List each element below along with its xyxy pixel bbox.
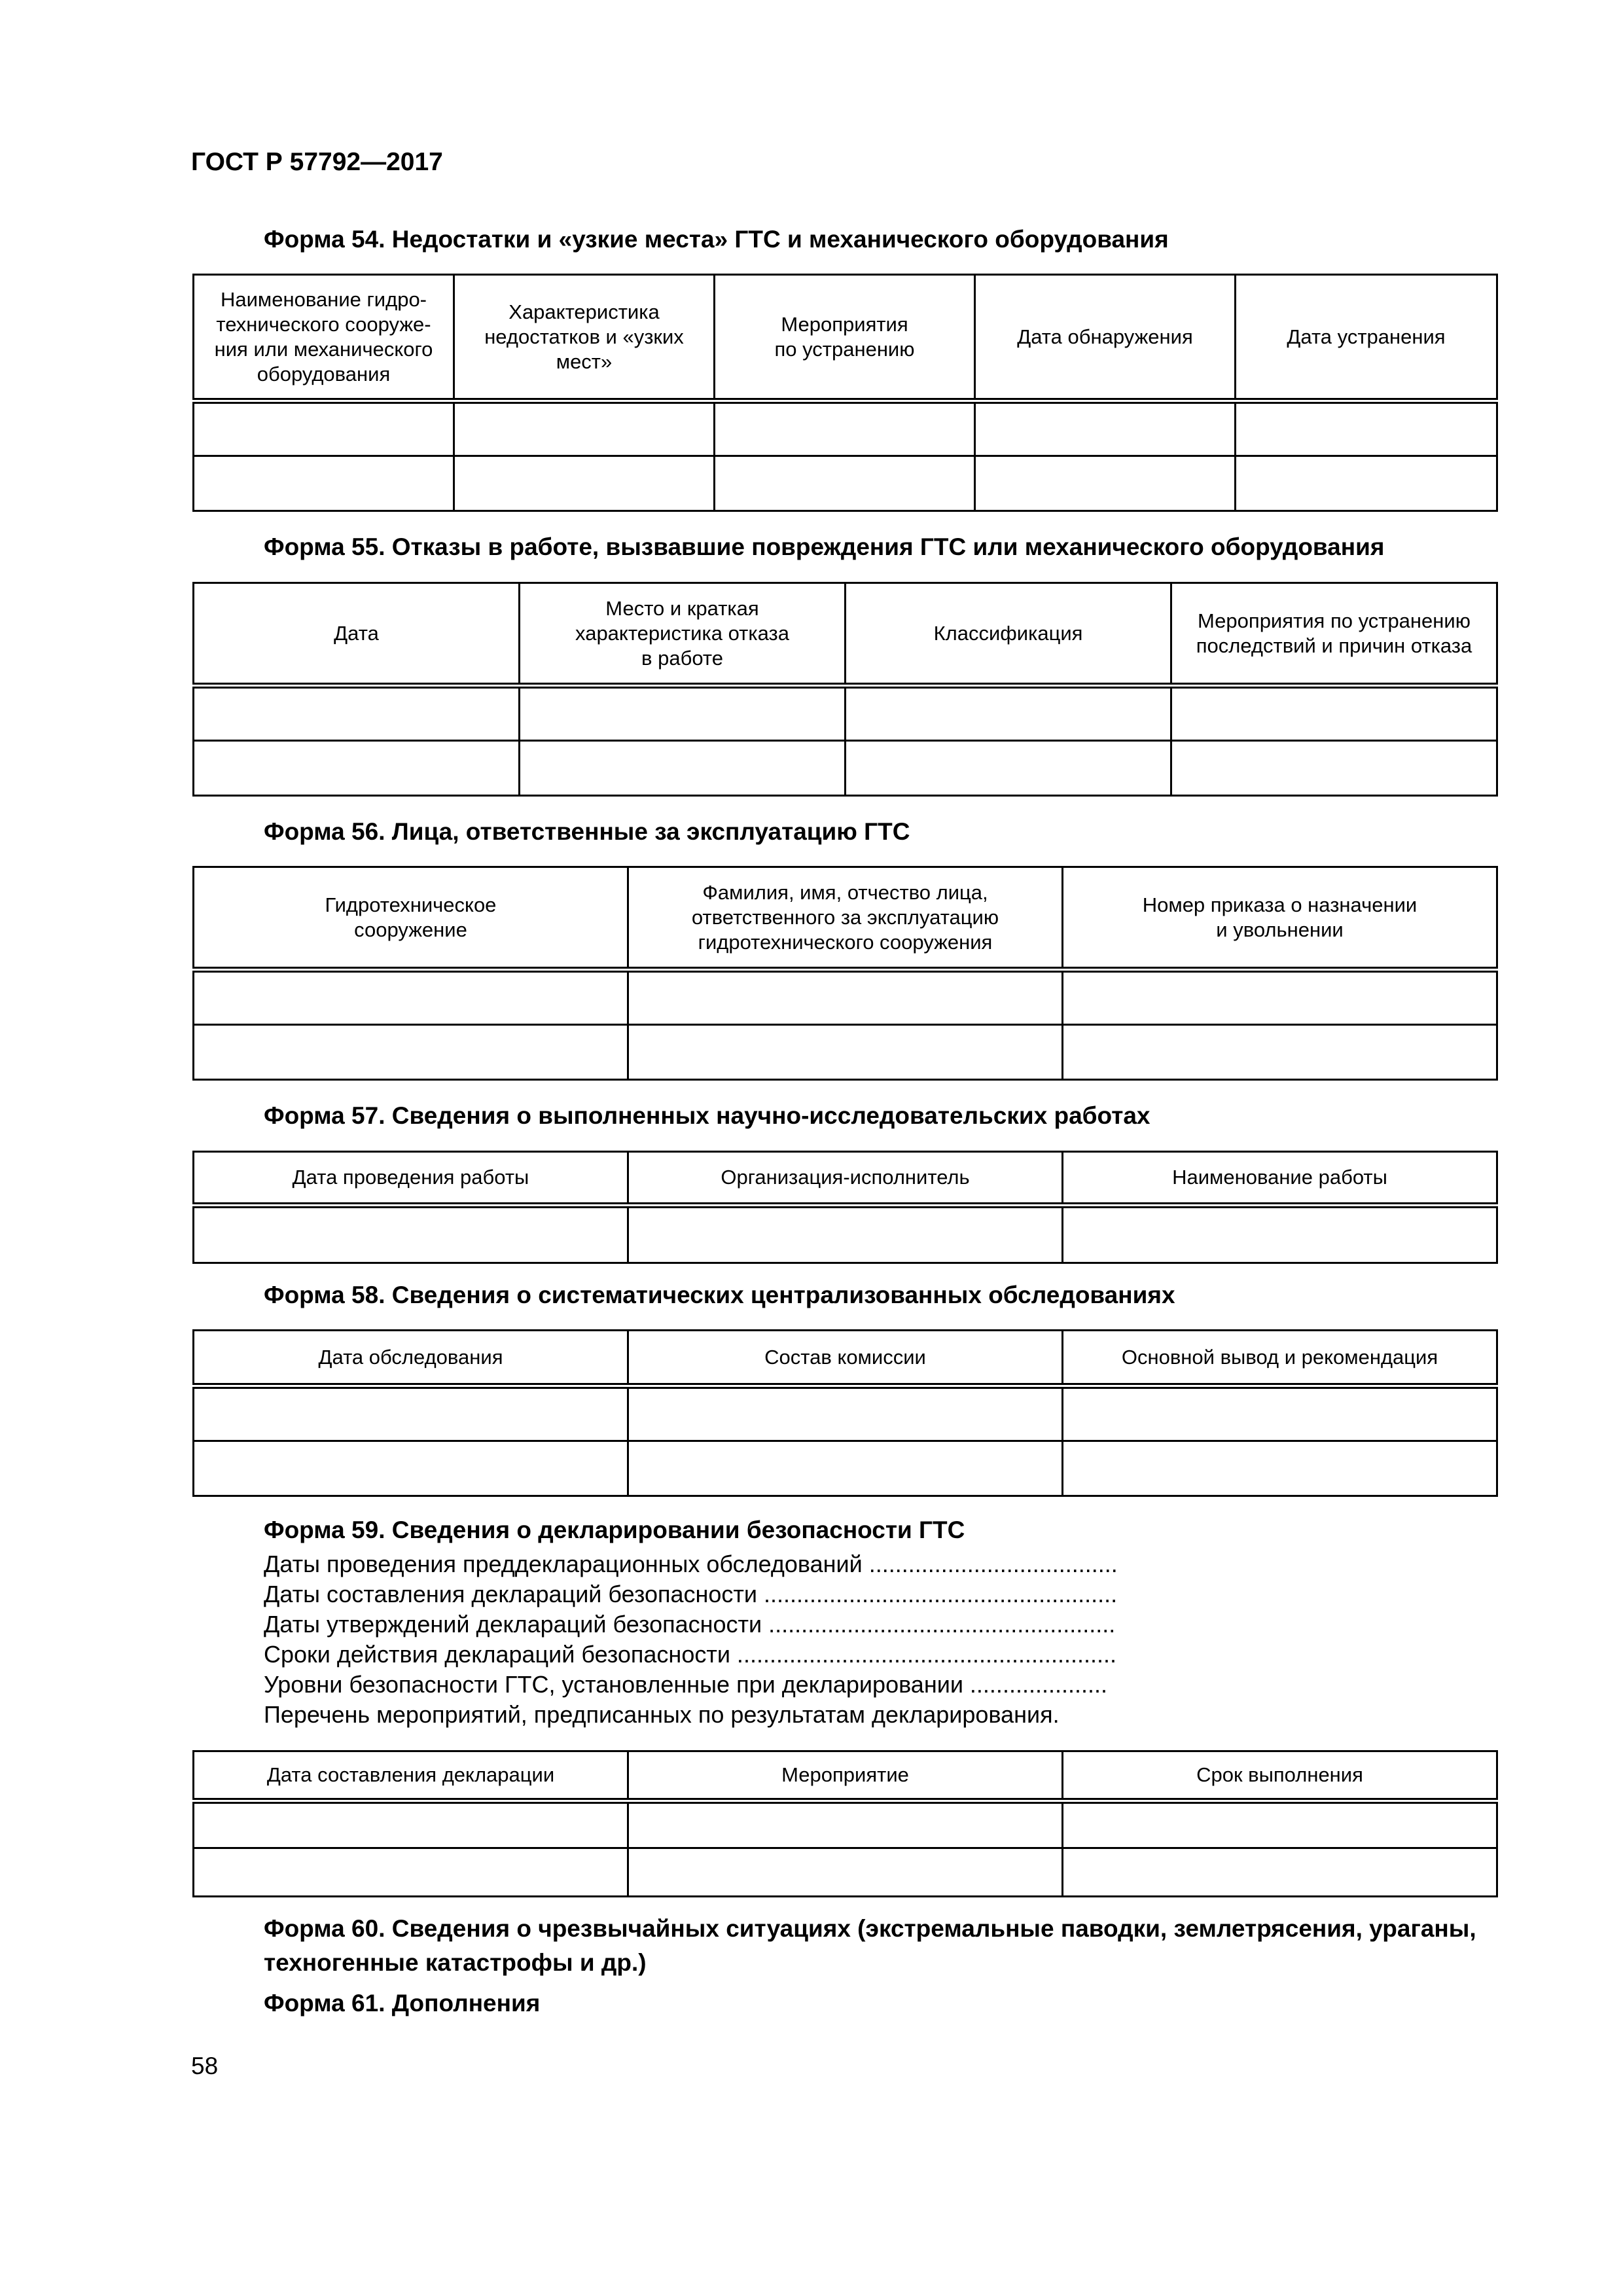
form-57-title: Форма 57. Сведения о выполненных научно-исследовательских работах (264, 1102, 1150, 1129)
form-59-line: Уровни безопасности ГТС, установленные при декларировании ..................... (264, 1671, 1107, 1698)
table-row (194, 1025, 1497, 1080)
form-55-title: Форма 55. Отказы в работе, вызвавшие повреждения ГТС или механического оборудования (264, 533, 1385, 560)
form-54-col-fix-date: Дата устранения (1236, 275, 1497, 401)
form-57-col-work-name: Наименование работы (1063, 1152, 1497, 1206)
table-row (194, 686, 1497, 741)
form-55-col-classification: Классификация (846, 583, 1171, 686)
table-row (194, 1801, 1497, 1848)
form-59-line: Сроки действия деклараций безопасности .......................................................... (264, 1641, 1117, 1668)
form-61-title: Форма 61. Дополнения (264, 1990, 541, 2017)
form-59-line: Даты составления деклараций безопасности ...................................................... (264, 1581, 1118, 1607)
form-58-title: Форма 58. Сведения о систематических централизованных обследованиях (264, 1282, 1175, 1308)
form-57-col-date: Дата проведения работы (194, 1152, 628, 1206)
form-54-table (192, 274, 1498, 512)
form-56-title: Форма 56. Лица, ответственные за эксплуатацию ГТС (264, 818, 910, 845)
page-number: 58 (191, 2053, 219, 2079)
standard-designation: ГОСТ Р 57792—2017 (191, 148, 443, 176)
form-54-col-name: Наименование гидро- технического сооруже- ния или механического оборудования (194, 275, 454, 401)
form-59-declaration-lines (264, 1549, 1118, 1730)
table-row (194, 1848, 1497, 1897)
form-59-title: Форма 59. Сведения о декларировании безопасности ГТС (264, 1516, 965, 1543)
form-54-col-measures: Мероприятия по устранению (715, 275, 975, 401)
form-54-title: Форма 54. Недостатки и «узкие места» ГТС и механического оборудования (264, 226, 1169, 253)
form-59-table (192, 1750, 1498, 1897)
form-58-table (192, 1329, 1498, 1497)
form-56-table (192, 866, 1498, 1081)
form-58-col-conclusion: Основной вывод и рекомендация (1063, 1331, 1497, 1386)
form-55-table (192, 582, 1498, 797)
table-row (194, 1441, 1497, 1496)
form-56-col-structure: Гидротехническое сооружение (194, 867, 628, 970)
form-59-line: Даты проведения преддекларационных обследований ...................................... (264, 1551, 1118, 1577)
form-56-col-order-number: Номер приказа о назначении и увольнении (1063, 867, 1497, 970)
form-58-col-date: Дата обследования (194, 1331, 628, 1386)
table-row (194, 1206, 1497, 1263)
form-55-col-measures: Мероприятия по устранению последствий и причин отказа (1171, 583, 1497, 686)
table-row (194, 456, 1497, 511)
form-54-col-detection-date: Дата обнаружения (975, 275, 1236, 401)
form-55-col-place: Место и краткая характеристика отказа в работе (520, 583, 846, 686)
form-57-table (192, 1151, 1498, 1264)
form-55-col-date: Дата (194, 583, 520, 686)
form-54-col-characteristic: Характеристика недостатков и «узких мест» (454, 275, 715, 401)
table-row (194, 401, 1497, 456)
table-row (194, 741, 1497, 796)
form-56-col-responsible-person: Фамилия, имя, отчество лица, ответственного за эксплуатацию гидротехнического сооружения (628, 867, 1063, 970)
form-59-col-deadline: Срок выполнения (1063, 1751, 1497, 1801)
form-59-col-measure: Мероприятие (628, 1751, 1063, 1801)
form-59-col-declaration-date: Дата составления декларации (194, 1751, 628, 1801)
form-57-col-organization: Организация-исполнитель (628, 1152, 1063, 1206)
form-59-line: Даты утверждений деклараций безопасности ..................................................... (264, 1611, 1116, 1638)
table-row (194, 1386, 1497, 1441)
form-59-line: Перечень мероприятий, предписанных по результатам декларирования. (264, 1701, 1060, 1728)
form-60-title: Форма 60. Сведения о чрезвычайных ситуациях (экстремальные паводки, землетрясения, ураганы, техногенные катастрофы и др.) (264, 1915, 1476, 1976)
table-row (194, 970, 1497, 1025)
form-58-col-commission: Состав комиссии (628, 1331, 1063, 1386)
